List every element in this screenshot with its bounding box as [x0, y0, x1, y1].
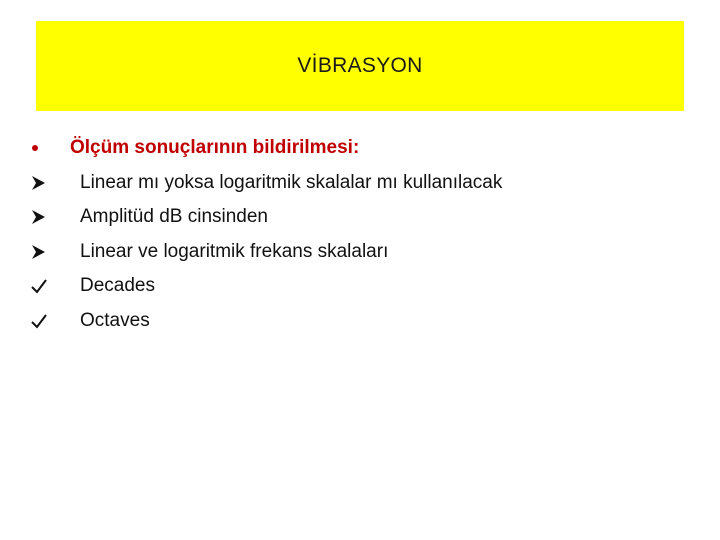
checkmark-icon	[30, 304, 60, 339]
list-item-text: Linear mı yoksa logaritmik skalalar mı kullanılacak	[80, 171, 503, 193]
bullet-dot-icon	[30, 131, 60, 166]
checkmark-icon	[30, 269, 60, 304]
list-item	[30, 200, 690, 235]
slide-title: VİBRASYON	[297, 54, 423, 77]
list-item-text: Octaves	[80, 309, 150, 331]
list-item-text: Ölçüm sonuçlarının bildirilmesi:	[70, 137, 360, 159]
list-item-heading	[30, 131, 690, 166]
bullet-list	[30, 131, 690, 338]
list-item	[30, 166, 690, 201]
arrowhead-icon	[30, 235, 60, 270]
list-item	[30, 235, 690, 270]
list-item	[30, 304, 690, 339]
list-item-text: Decades	[80, 275, 155, 297]
arrowhead-icon	[30, 200, 60, 235]
list-item	[30, 269, 690, 304]
list-item-text: Linear ve logaritmik frekans skalaları	[80, 240, 389, 262]
arrowhead-icon	[30, 166, 60, 201]
title-banner	[36, 21, 684, 111]
list-item-text: Amplitüd dB cinsinden	[80, 206, 268, 228]
